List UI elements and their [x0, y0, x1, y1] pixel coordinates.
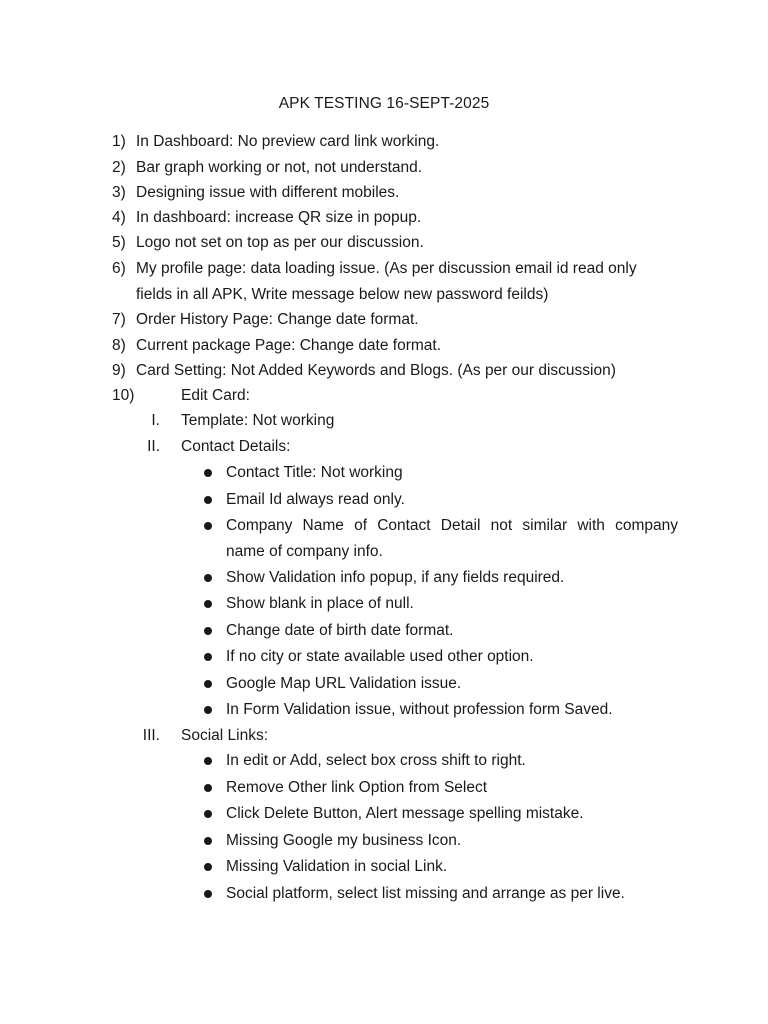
document-title: APK TESTING 16-SEPT-2025 — [278, 95, 490, 112]
item-text: In Dashboard: No preview card link working. — [136, 133, 440, 150]
item-text: Order History Page: Change date format. — [136, 311, 419, 328]
bullet-icon — [204, 496, 212, 504]
bullet-icon — [204, 469, 212, 477]
roman-numeral: III. — [142, 727, 160, 744]
item-text: Card Setting: Not Added Keywords and Blogs. (As per our discussion) — [136, 362, 616, 379]
bullet-text: If no city or state available used other option. — [226, 648, 534, 665]
bullet-text-continuation: name of company info. — [226, 543, 383, 560]
bullet-text: Contact Title: Not working — [226, 464, 403, 481]
bullet-text: Email Id always read only. — [226, 491, 405, 508]
item-text: In dashboard: increase QR size in popup. — [136, 209, 422, 226]
bullet-icon — [204, 784, 212, 792]
bullet-icon — [204, 810, 212, 818]
item-number: 4) — [112, 209, 126, 226]
item-text-continuation: fields in all APK, Write message below new password feilds) — [136, 286, 549, 303]
item-text: Edit Card: — [181, 387, 250, 404]
item-text: My profile page: data loading issue. (As per discussion email id read only — [136, 260, 637, 277]
item-text: Designing issue with different mobiles. — [136, 184, 400, 201]
item-number: 7) — [112, 311, 126, 328]
bullet-text: Google Map URL Validation issue. — [226, 675, 462, 692]
bullet-text: Missing Google my business Icon. — [226, 832, 462, 849]
bullet-text: Change date of birth date format. — [226, 622, 454, 639]
bullet-text: In Form Validation issue, without profession form Saved. — [226, 701, 613, 718]
bullet-icon — [204, 757, 212, 765]
bullet-text: Social platform, select list missing and arrange as per live. — [226, 885, 625, 902]
bullet-text: Company Name of Contact Detail not similar with company — [226, 517, 678, 534]
item-number: 5) — [112, 234, 126, 251]
item-number: 10) — [112, 387, 135, 404]
bullet-icon — [204, 680, 212, 688]
sub-item-text: Contact Details: — [181, 438, 291, 455]
item-text: Bar graph working or not, not understand. — [136, 159, 423, 176]
item-number: 6) — [112, 260, 126, 277]
bullet-icon — [204, 600, 212, 608]
bullet-icon — [204, 522, 212, 530]
bullet-icon — [204, 706, 212, 714]
bullet-icon — [204, 627, 212, 635]
roman-numeral: I. — [151, 412, 160, 429]
bullet-text: Remove Other link Option from Select — [226, 779, 488, 796]
item-text: Logo not set on top as per our discussion. — [136, 234, 424, 251]
sub-item-text: Social Links: — [181, 727, 269, 744]
bullet-text: Show Validation info popup, if any fields required. — [226, 569, 565, 586]
item-number: 2) — [112, 159, 126, 176]
sub-item-text: Template: Not working — [181, 412, 335, 429]
bullet-icon — [204, 574, 212, 582]
item-number: 8) — [112, 337, 126, 354]
bullet-icon — [204, 837, 212, 845]
roman-numeral: II. — [147, 438, 160, 455]
bullet-icon — [204, 653, 212, 661]
bullet-text: Show blank in place of null. — [226, 595, 414, 612]
bullet-text: In edit or Add, select box cross shift to right. — [226, 752, 526, 769]
item-number: 1) — [112, 133, 126, 150]
bullet-icon — [204, 890, 212, 898]
item-number: 9) — [112, 362, 126, 379]
bullet-text: Click Delete Button, Alert message spelling mistake. — [226, 805, 584, 822]
item-text: Current package Page: Change date format. — [136, 337, 442, 354]
bullet-icon — [204, 863, 212, 871]
bullet-text: Missing Validation in social Link. — [226, 858, 448, 875]
item-number: 3) — [112, 184, 126, 201]
